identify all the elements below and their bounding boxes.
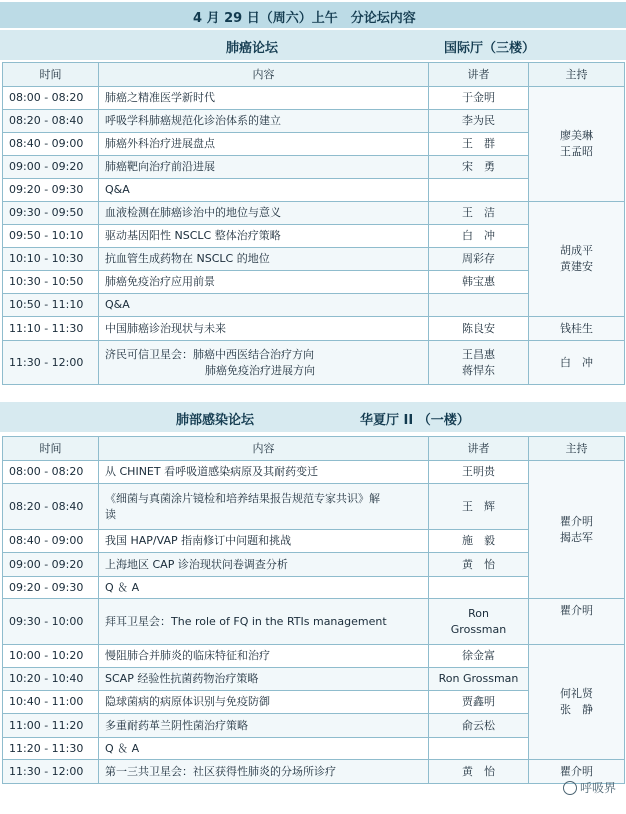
table-row bbox=[3, 317, 625, 341]
host-name: 白 冲 bbox=[560, 355, 593, 369]
session-time: 08:00 - 08:20 bbox=[3, 87, 99, 110]
session-speaker: 李为民 bbox=[429, 110, 529, 133]
session-speaker: 施 毅 bbox=[429, 530, 529, 553]
session-speaker bbox=[429, 341, 529, 385]
session-time: 10:40 - 11:00 bbox=[3, 691, 99, 714]
session-time: 10:30 - 10:50 bbox=[3, 271, 99, 294]
forum2-header bbox=[0, 402, 626, 432]
session-content: SCAP 经验性抗菌药物治疗策略 bbox=[99, 668, 429, 691]
session-time: 08:00 - 08:20 bbox=[3, 461, 99, 484]
session-time: 10:00 - 10:20 bbox=[3, 645, 99, 668]
session-speaker: 王明贵 bbox=[429, 461, 529, 484]
header-host: 主持 bbox=[529, 437, 625, 461]
session-speaker: 韩宝惠 bbox=[429, 271, 529, 294]
header-speaker: 讲者 bbox=[429, 63, 529, 87]
session-time: 11:20 - 11:30 bbox=[3, 738, 99, 760]
page-title: 4 月 29 日（周六）上午 分论坛内容 bbox=[193, 11, 416, 26]
table-header-row bbox=[3, 63, 625, 87]
host-name: 瞿介明 bbox=[560, 764, 593, 778]
session-time: 09:00 - 09:20 bbox=[3, 553, 99, 577]
session-content: Q&A bbox=[99, 179, 429, 202]
session-content-line: 读 bbox=[105, 507, 116, 521]
session-time: 11:00 - 11:20 bbox=[3, 714, 99, 738]
session-time: 11:30 - 12:00 bbox=[3, 341, 99, 385]
session-content: 血液检测在肺癌诊治中的地位与意义 bbox=[99, 202, 429, 225]
session-content bbox=[99, 341, 429, 385]
session-time: 11:30 - 12:00 bbox=[3, 760, 99, 784]
session-speaker bbox=[429, 599, 529, 645]
session-content: 呼吸学科肺癌规范化诊治体系的建立 bbox=[99, 110, 429, 133]
header-time: 时间 bbox=[3, 437, 99, 461]
session-time: 08:40 - 09:00 bbox=[3, 133, 99, 156]
session-time: 10:10 - 10:30 bbox=[3, 248, 99, 271]
forum1-table bbox=[2, 62, 625, 385]
forum2-room: 华夏厅 II （一楼） bbox=[360, 413, 470, 428]
host-name: 胡成平 bbox=[560, 244, 593, 257]
session-content: 我国 HAP/VAP 指南修订中问题和挑战 bbox=[99, 530, 429, 553]
session-speaker: 王 辉 bbox=[429, 484, 529, 530]
session-speaker: 陈良安 bbox=[429, 317, 529, 341]
session-content: 抗血管生成药物在 NSCLC 的地位 bbox=[99, 248, 429, 271]
session-time: 09:30 - 09:50 bbox=[3, 202, 99, 225]
session-speaker: 黄 怡 bbox=[429, 553, 529, 577]
speaker-name: 蒋悍东 bbox=[462, 363, 495, 377]
host-cell bbox=[529, 202, 625, 317]
host-cell bbox=[529, 341, 625, 385]
host-cell bbox=[529, 461, 625, 599]
session-speaker: Ron Grossman bbox=[429, 668, 529, 691]
page-title-band bbox=[0, 2, 626, 28]
table-header-row bbox=[3, 437, 625, 461]
session-speaker: 王 群 bbox=[429, 133, 529, 156]
session-content: 从 CHINET 看呼吸道感染病原及其耐药变迁 bbox=[99, 461, 429, 484]
session-content: 中国肺癌诊治现状与未来 bbox=[99, 317, 429, 341]
session-time: 09:00 - 09:20 bbox=[3, 156, 99, 179]
session-content: Q ＆ A bbox=[99, 738, 429, 760]
speaker-name: 王昌惠 bbox=[462, 347, 495, 361]
table-row bbox=[3, 760, 625, 784]
speaker-name: Ron bbox=[468, 606, 489, 620]
host-name: 钱桂生 bbox=[560, 321, 593, 335]
speaker-name: Grossman bbox=[450, 622, 507, 636]
session-content: 隐球菌病的病原体识别与免疫防御 bbox=[99, 691, 429, 714]
session-content: 肺癌免疫治疗应用前景 bbox=[99, 271, 429, 294]
table-row bbox=[3, 599, 625, 645]
session-speaker: 周彩存 bbox=[429, 248, 529, 271]
header-content: 内容 bbox=[99, 63, 429, 87]
host-name: 瞿介明 bbox=[560, 604, 593, 617]
forum1-header bbox=[0, 30, 626, 60]
session-speaker: 王 洁 bbox=[429, 202, 529, 225]
session-content: 肺癌之精准医学新时代 bbox=[99, 87, 429, 110]
session-content: 上海地区 CAP 诊治现状问卷调查分析 bbox=[99, 553, 429, 577]
session-time: 08:20 - 08:40 bbox=[3, 484, 99, 530]
header-time: 时间 bbox=[3, 63, 99, 87]
table-row bbox=[3, 87, 625, 110]
header-content: 内容 bbox=[99, 437, 429, 461]
session-time: 09:50 - 10:10 bbox=[3, 225, 99, 248]
forum1-name: 肺癌论坛 bbox=[226, 41, 279, 56]
session-speaker: 白 冲 bbox=[429, 225, 529, 248]
session-speaker bbox=[429, 577, 529, 599]
table-row bbox=[3, 341, 625, 385]
host-name: 瞿介明 bbox=[560, 514, 593, 528]
session-content: 拜耳卫星会：The role of FQ in the RTIs management bbox=[99, 599, 429, 645]
session-speaker: 徐金富 bbox=[429, 645, 529, 668]
host-name: 揭志军 bbox=[560, 530, 593, 544]
host-cell bbox=[529, 645, 625, 760]
session-content: 肺癌靶向治疗前沿进展 bbox=[99, 156, 429, 179]
host-name: 何礼贤 bbox=[560, 687, 593, 700]
session-time: 09:20 - 09:30 bbox=[3, 179, 99, 202]
session-content-line: 《细菌与真菌涂片镜检和培养结果报告规范专家共识》解 bbox=[105, 491, 380, 505]
session-time: 08:40 - 09:00 bbox=[3, 530, 99, 553]
session-time: 09:30 - 10:00 bbox=[3, 599, 99, 645]
session-time: 11:10 - 11:30 bbox=[3, 317, 99, 341]
session-speaker bbox=[429, 738, 529, 760]
host-cell bbox=[529, 317, 625, 341]
session-content: 肺癌外科治疗进展盘点 bbox=[99, 133, 429, 156]
session-speaker: 贾鑫明 bbox=[429, 691, 529, 714]
table-row bbox=[3, 202, 625, 225]
session-speaker: 俞云松 bbox=[429, 714, 529, 738]
host-cell bbox=[529, 87, 625, 202]
table-row bbox=[3, 645, 625, 668]
wechat-logo-icon bbox=[563, 781, 577, 795]
host-name: 张 静 bbox=[560, 703, 593, 716]
host-cell bbox=[529, 599, 625, 645]
session-speaker: 黄 怡 bbox=[429, 760, 529, 784]
session-time: 09:20 - 09:30 bbox=[3, 577, 99, 599]
header-speaker: 讲者 bbox=[429, 437, 529, 461]
session-content-line: 济民可信卫星会：肺癌中西医结合治疗方向 bbox=[105, 347, 314, 361]
session-content-line: 肺癌免疫治疗进展方向 bbox=[205, 363, 315, 377]
session-content: 多重耐药革兰阴性菌治疗策略 bbox=[99, 714, 429, 738]
session-speaker bbox=[429, 179, 529, 202]
watermark-text: 呼吸界 bbox=[579, 781, 616, 795]
header-host: 主持 bbox=[529, 63, 625, 87]
session-speaker: 于金明 bbox=[429, 87, 529, 110]
session-time: 10:50 - 11:10 bbox=[3, 294, 99, 317]
session-content: 驱动基因阳性 NSCLC 整体治疗策略 bbox=[99, 225, 429, 248]
session-content: 第一三共卫星会：社区获得性肺炎的分场所诊疗 bbox=[99, 760, 429, 784]
session-speaker: 宋 勇 bbox=[429, 156, 529, 179]
forum2-table bbox=[2, 436, 625, 784]
session-content: Q&A bbox=[99, 294, 429, 317]
session-time: 08:20 - 08:40 bbox=[3, 110, 99, 133]
session-content: Q ＆ A bbox=[99, 577, 429, 599]
session-content: 慢阻肺合并肺炎的临床特征和治疗 bbox=[99, 645, 429, 668]
forum1-room: 国际厅（三楼） bbox=[444, 41, 536, 56]
host-name: 廖美琳 bbox=[560, 129, 593, 142]
session-speaker bbox=[429, 294, 529, 317]
session-content bbox=[99, 484, 429, 530]
watermark bbox=[563, 779, 616, 796]
host-name: 王孟昭 bbox=[560, 145, 593, 158]
host-name: 黄建安 bbox=[560, 260, 593, 273]
forum2-name: 肺部感染论坛 bbox=[176, 413, 255, 428]
table-row bbox=[3, 461, 625, 484]
session-time: 10:20 - 10:40 bbox=[3, 668, 99, 691]
